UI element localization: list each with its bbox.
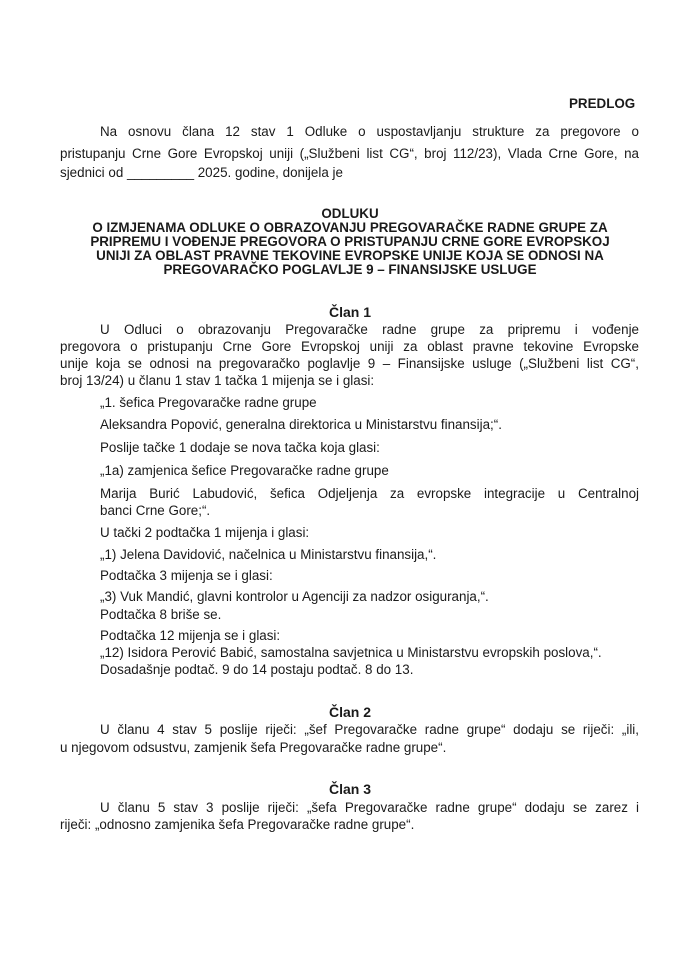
article-3-text: riječi: „odnosno zamjenika šefa Pregovaračke radne grupe“. bbox=[60, 817, 415, 832]
decision-subtitle-line: O IZMJENAMA ODLUKE O OBRAZOVANJU PREGOVARAČKE RADNE GRUPE ZA bbox=[92, 220, 608, 235]
article-1-text: unije koja se odnosi na pregovaračko poglavlje 9 – Finansijske usluge („Službeni list CG“, bbox=[60, 356, 639, 371]
decision-subtitle-line: PREGOVARAČKO POGLAVLJE 9 – FINANSIJSKE USLUGE bbox=[163, 262, 537, 277]
decision-title: ODLUKU bbox=[321, 206, 379, 221]
amendment-text: Dosadašnje podtač. 9 do 14 postaju podtač. 8 do 13. bbox=[100, 662, 414, 677]
amendment-text: „1) Jelena Davidović, načelnica u Ministarstvu finansija,“. bbox=[100, 547, 437, 562]
item-1a-person: banci Crne Gore;“. bbox=[100, 503, 211, 518]
article-2-text: u njegovom odsustvu, zamjenik šefa Pregovaračke radne grupe“. bbox=[60, 740, 447, 755]
amendment-text: Poslije tačke 1 dodaje se nova tačka koja glasi: bbox=[100, 440, 380, 455]
article-1-text: U Odluci o obrazovanju Pregovaračke radne grupe za pripremu i vođenje bbox=[100, 322, 639, 337]
amendment-text: U tački 2 podtačka 1 mijenja i glasi: bbox=[100, 525, 310, 540]
decision-subtitle-line: PRIPREMU I VOĐENJE PREGOVORA O PRISTUPANJU CRNE GORE EVROPSKOJ bbox=[90, 234, 610, 249]
item-1a-person: Marija Burić Labudović, šefica Odjeljenja za evropske integracije u Centralnoj bbox=[100, 486, 639, 501]
amendment-text: „3) Vuk Mandić, glavni kontrolor u Agenciji za nadzor osiguranja,“. bbox=[100, 589, 489, 604]
article-3-text: U članu 5 stav 3 poslije riječi: „šefa Pregovaračke radne grupe“ dodaju se zarez i bbox=[100, 800, 639, 815]
decision-subtitle-line: UNIJI ZA OBLAST PRAVNE TEKOVINE EVROPSKE UNIJE KOJA SE ODNOSI NA bbox=[96, 248, 604, 263]
article-1-heading: Član 1 bbox=[328, 304, 371, 320]
article-3-heading: Član 3 bbox=[328, 781, 371, 797]
amendment-text: Podtačka 8 briše se. bbox=[100, 607, 222, 622]
item-1-person: Aleksandra Popović, generalna direktorica u Ministarstvu finansija;“. bbox=[100, 417, 502, 432]
preamble-line: pristupanju Crne Gore Evropskoj uniji („Službeni list CG“, broj 112/23), Vlada Crne Gore, na bbox=[60, 146, 639, 161]
article-2-heading: Član 2 bbox=[328, 704, 371, 720]
preamble-line: Na osnovu člana 12 stav 1 Odluke o uspostavljanju strukture za pregovore o bbox=[100, 124, 639, 139]
article-2-text: U članu 4 stav 5 poslije riječi: „šef Pregovaračke radne grupe“ dodaju se riječi: „ili, bbox=[100, 722, 639, 737]
amendment-text: Podtačka 12 mijenja se i glasi: bbox=[100, 628, 281, 643]
proposal-label: PREDLOG bbox=[569, 96, 636, 111]
preamble-line: sjednici od _________ 2025. godine, donijela je bbox=[60, 165, 343, 180]
article-1-text: pregovora o pristupanju Crne Gore Evropskoj uniji za oblast pravne tekovine Evropske bbox=[60, 339, 639, 354]
item-1-title: „1. šefica Pregovaračke radne grupe bbox=[100, 395, 317, 410]
amendment-text: Podtačka 3 mijenja se i glasi: bbox=[100, 568, 273, 583]
item-1a-title: „1a) zamjenica šefice Pregovaračke radne grupe bbox=[100, 463, 389, 478]
article-1-text: broj 13/24) u članu 1 stav 1 tačka 1 mijenja se i glasi: bbox=[60, 373, 375, 388]
amendment-text: „12) Isidora Perović Babić, samostalna savjetnica u Ministarstvu evropskih poslova,“. bbox=[100, 645, 602, 660]
